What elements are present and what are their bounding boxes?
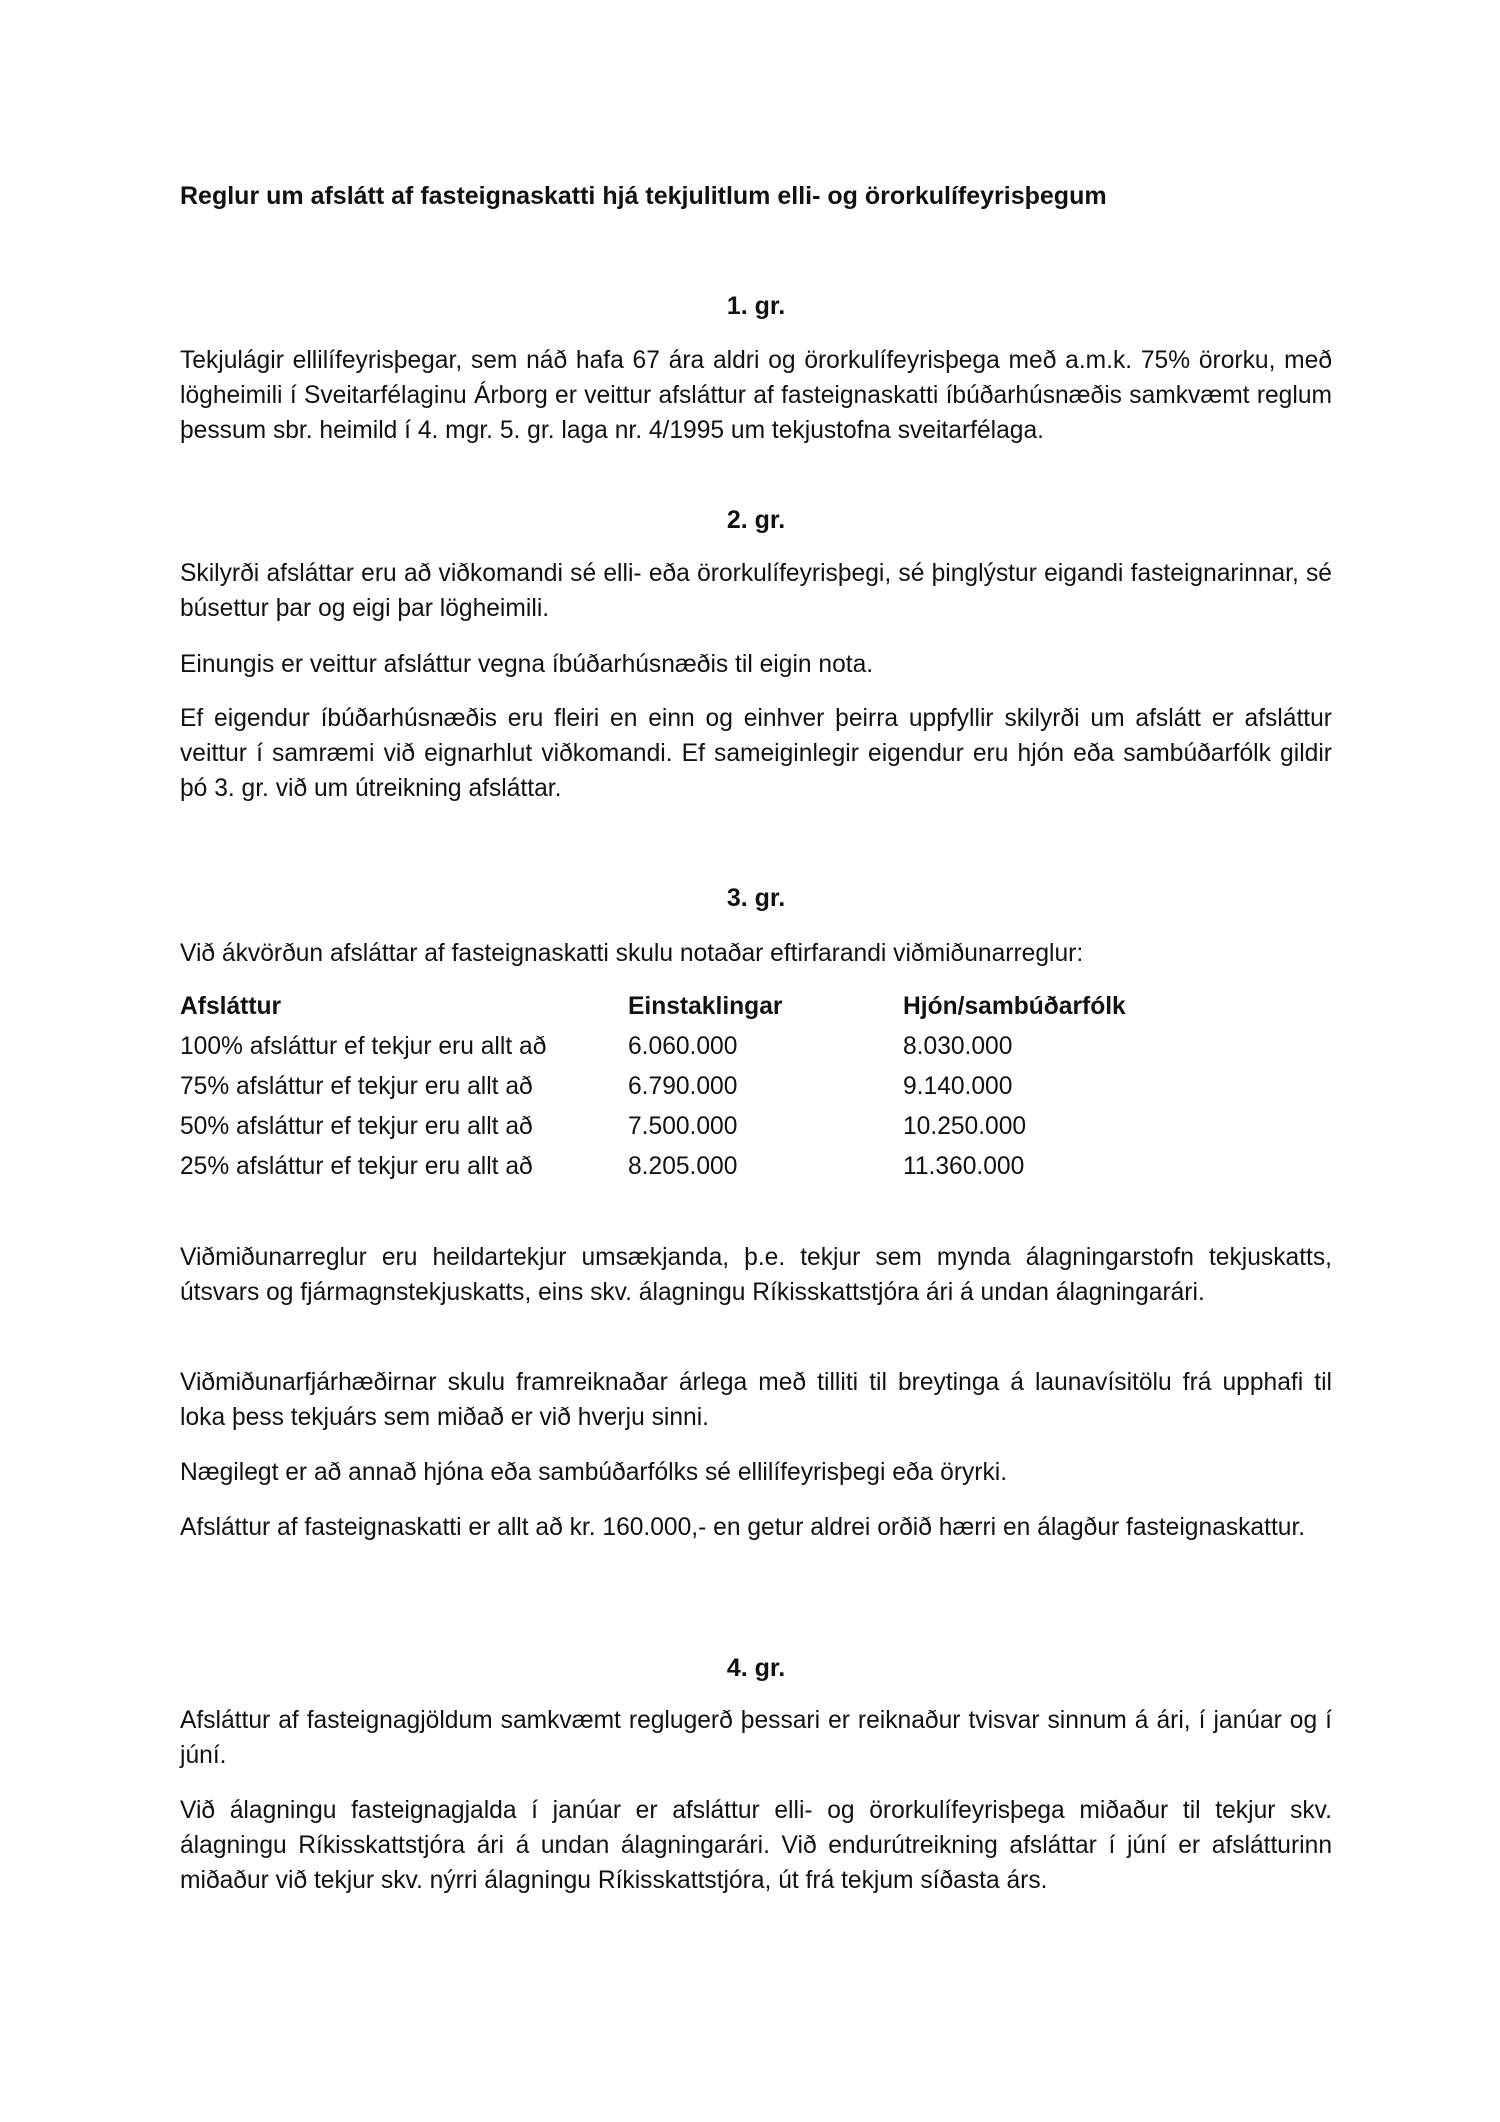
discount-label: 75% afsláttur ef tekjur eru allt að	[180, 1073, 533, 1100]
individual-limit: 6.790.000	[628, 1073, 738, 1100]
column-header-discount: Afsláttur	[180, 993, 282, 1020]
individual-limit: 8.205.000	[628, 1153, 738, 1180]
column-header-individuals: Einstaklingar	[628, 993, 783, 1020]
article-3-paragraph-1: Viðmiðunarreglur eru heildartekjur umsækjanda, þ.e. tekjur sem mynda álagningarstofn tekjuskatts, útsvars og fjármagnstekjuskatts, eins skv. álagningu Ríkisskattstjóra ári á undan álagningarári.	[180, 1244, 1332, 1306]
discount-table-header	[180, 987, 1332, 1027]
article-2-paragraph-1: Skilyrði afsláttar eru að viðkomandi sé elli- eða örorkulífeyrisþegi, sé þinglýstur eigandi fasteignarinnar, sé búsettur þar og eigi þar lögheimili.	[180, 560, 1332, 622]
article-1-paragraph-1: Tekjulágir ellilífeyrisþegar, sem náð hafa 67 ára aldri og örorkulífeyrisþega með a.m.k. 75% örorku, með lögheimili í Sveitarfélaginu Árborg er veittur afsláttur af fasteignaskatti íbúðarhúsnæðis samkvæmt reglum þessum sbr. heimild í 4. mgr. 5. gr. laga nr. 4/1995 um tekjustofna sveitarfélaga.	[180, 347, 1332, 444]
article-3-paragraph-4: Afsláttur af fasteignaskatti er allt að kr. 160.000,- en getur aldrei orðið hærri en álagður fasteignaskattur.	[180, 1514, 1306, 1541]
article-4-heading: 4. gr.	[726, 1654, 786, 1682]
discount-label: 25% afsláttur ef tekjur eru allt að	[180, 1153, 533, 1180]
article-3-heading: 3. gr.	[726, 884, 786, 912]
article-2-paragraph-2: Einungis er veittur afsláttur vegna íbúðarhúsnæðis til eigin nota.	[180, 651, 874, 678]
article-1-heading: 1. gr.	[726, 292, 786, 320]
discount-label: 50% afsláttur ef tekjur eru allt að	[180, 1113, 533, 1140]
discount-label: 100% afsláttur ef tekjur eru allt að	[180, 1033, 547, 1060]
table-row	[180, 1067, 1332, 1107]
table-row	[180, 1107, 1332, 1147]
article-3-paragraph-3: Nægilegt er að annað hjóna eða sambúðarfólks sé ellilífeyrisþegi eða öryrki.	[180, 1459, 1008, 1486]
individual-limit: 7.500.000	[628, 1113, 738, 1140]
couple-limit: 8.030.000	[903, 1033, 1013, 1060]
couple-limit: 10.250.000	[903, 1113, 1027, 1140]
article-3-intro: Við ákvörðun afsláttar af fasteignaskatti skulu notaðar eftirfarandi viðmiðunarreglur:	[180, 940, 1084, 967]
article-2-paragraph-3: Ef eigendur íbúðarhúsnæðis eru fleiri en einn og einhver þeirra uppfyllir skilyrði um afslátt er afsláttur veittur í samræmi við eignarhlut viðkomandi. Ef sameiginlegir eigendur eru hjón eða sambúðarfólk gildir þó 3. gr. við um útreikning afsláttar.	[180, 705, 1332, 802]
couple-limit: 9.140.000	[903, 1073, 1013, 1100]
individual-limit: 6.060.000	[628, 1033, 738, 1060]
table-row	[180, 1147, 1332, 1187]
article-2-heading: 2. gr.	[726, 506, 786, 534]
article-4-paragraph-2: Við álagningu fasteignagjalda í janúar er afsláttur elli- og örorkulífeyrisþega miðaður til tekjur skv. álagningu Ríkisskattstjóra ári á undan álagningarári. Við endurútreikning afsláttar í júní er afslátturinn miðaður við tekjur skv. nýrri álagningu Ríkisskattstjóra, út frá tekjum síðasta árs.	[180, 1797, 1332, 1894]
article-3-paragraph-2: Viðmiðunarfjárhæðirnar skulu framreiknaðar árlega með tilliti til breytinga á launavísitölu frá upphafi til loka þess tekjuárs sem miðað er við hverju sinni.	[180, 1369, 1332, 1431]
article-4-paragraph-1: Afsláttur af fasteignagjöldum samkvæmt reglugerð þessari er reiknaður tvisvar sinnum á ári, í janúar og í júní.	[180, 1707, 1332, 1769]
table-row	[180, 1027, 1332, 1067]
couple-limit: 11.360.000	[903, 1153, 1025, 1180]
column-header-couples: Hjón/sambúðarfólk	[903, 993, 1126, 1020]
document-title: Reglur um afslátt af fasteignaskatti hjá tekjulitlum elli- og örorkulífeyrisþegum	[180, 182, 1107, 210]
